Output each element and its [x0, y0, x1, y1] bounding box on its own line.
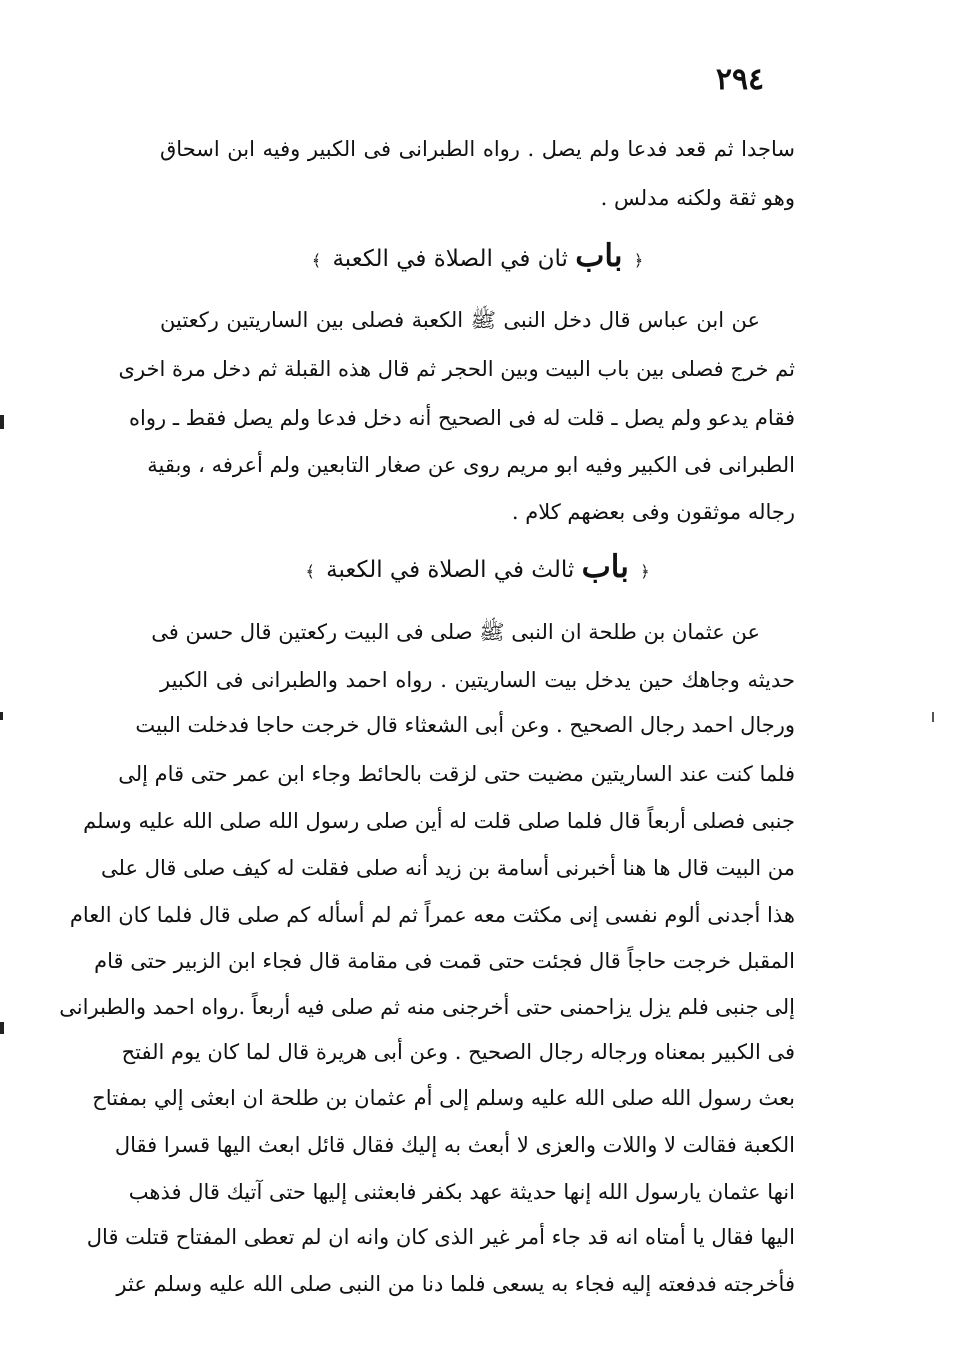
heading-ornament: ﴾ — [305, 562, 315, 581]
section-heading — [160, 232, 795, 280]
margin-mark — [0, 712, 3, 720]
heading-title: ثان في الصلاة في الكعبة — [332, 246, 568, 272]
heading-bab: باب — [575, 238, 623, 274]
text-line: ورجال احمد رجال الصحيح . وعن أبى الشعثاء قال خرجت حاجا فدخلت البيت — [135, 713, 795, 737]
heading-bab: باب — [581, 549, 629, 585]
heading-ornament: ﴾ — [311, 251, 322, 270]
heading-ornament: ﴿ — [633, 251, 644, 270]
heading-ornament: ﴿ — [640, 562, 650, 581]
margin-mark — [0, 415, 4, 429]
text-line: هذا أجدنى ألوم نفسى إنى مكثت معه عمراً ثم لم أسأله كم صلى قال فلما كان العام — [69, 903, 795, 927]
text-line: بعث رسول الله صلى الله عليه وسلم إلى أم عثمان بن طلحة ان ابعثى إلي بمفتاح — [92, 1086, 795, 1110]
text-line: اليها فقال يا أمتاه انه قد جاء أمر غير الذى كان وانه ان لم تعطى المفتاح قتلت قال — [86, 1225, 795, 1249]
text-line: عن عثمان بن طلحة ان النبى ﷺ صلى فى البيت ركعتين قال حسن فى — [151, 620, 760, 644]
text-line: المقبل خرجت حاجاً قال فجئت حتى قمت فى مقامة قال فجاء ابن الزبير حتى قام — [94, 949, 795, 973]
margin-mark — [0, 1022, 4, 1034]
text-line: الكعبة فقالت لا واللات والعزى لا أبعث به إليك فقال قائل ابعث اليها قسرا فقال — [114, 1133, 795, 1157]
text-line: الطبرانى فى الكبير وفيه ابو مريم روى عن صغار التابعين ولم أعرفه ، وبقية — [147, 453, 795, 477]
text-line: وهو ثقة ولكنه مدلس . — [600, 186, 795, 210]
text-line: رجاله موثقون وفى بعضهم كلام . — [511, 500, 795, 524]
text-line: عن ابن عباس قال دخل النبى ﷺ الكعبة فصلى بين الساريتين ركعتين — [160, 308, 760, 332]
text-line: فلما كنت عند الساريتين مضيت حتى لزقت بالحائط وجاء ابن عمر حتى قام إلى — [118, 762, 795, 786]
text-line: فى الكبير بمعناه ورجاله رجال الصحيح . وعن أبى هريرة قال لما كان يوم الفتح — [121, 1040, 795, 1064]
margin-mark — [932, 712, 934, 722]
text-line: فأخرجته فدفعته إليه فجاء به يسعى فلما دنا من النبى صلى الله عليه وسلم عثر — [116, 1272, 795, 1296]
page-number: ٢٩٤ — [715, 62, 765, 97]
text-line: حديثه وجاهك حين يدخل بيت الساريتين . رواه احمد والطبرانى فى الكبير — [160, 668, 795, 692]
text-line: فقام يدعو ولم يصل ـ قلت له فى الصحيح أنه دخل فدعا ولم يصل فقط ـ رواه — [129, 406, 795, 430]
text-line: ثم خرج فصلى بين باب البيت وبين الحجر ثم قال هذه القبلة ثم دخل مرة اخرى — [118, 357, 795, 381]
text-line: جنبى فصلى أربعاً قال فلما صلى قلت له أين صلى رسول الله صلى الله عليه وسلم — [83, 809, 795, 833]
section-heading — [160, 543, 795, 591]
text-line: إلى جنبى فلم يزل يزاحمنى حتى أخرجنى منه ثم صلى فيه أربعاً .رواه احمد والطبرانى — [59, 995, 795, 1019]
text-line: انها عثمان يارسول الله إنها حديثة عهد بكفر فابعثنى إليها حتى آتيك قال فذهب — [128, 1180, 795, 1204]
text-line: من البيت قال ها هنا أخبرنى أسامة بن زيد أنه صلى فقلت له كيف صلى قال على — [101, 856, 795, 880]
heading-title: ثالث في الصلاة في الكعبة — [326, 557, 575, 583]
text-line: ساجدا ثم قعد فدعا ولم يصل . رواه الطبرانى فى الكبير وفيه ابن اسحاق — [160, 137, 795, 161]
